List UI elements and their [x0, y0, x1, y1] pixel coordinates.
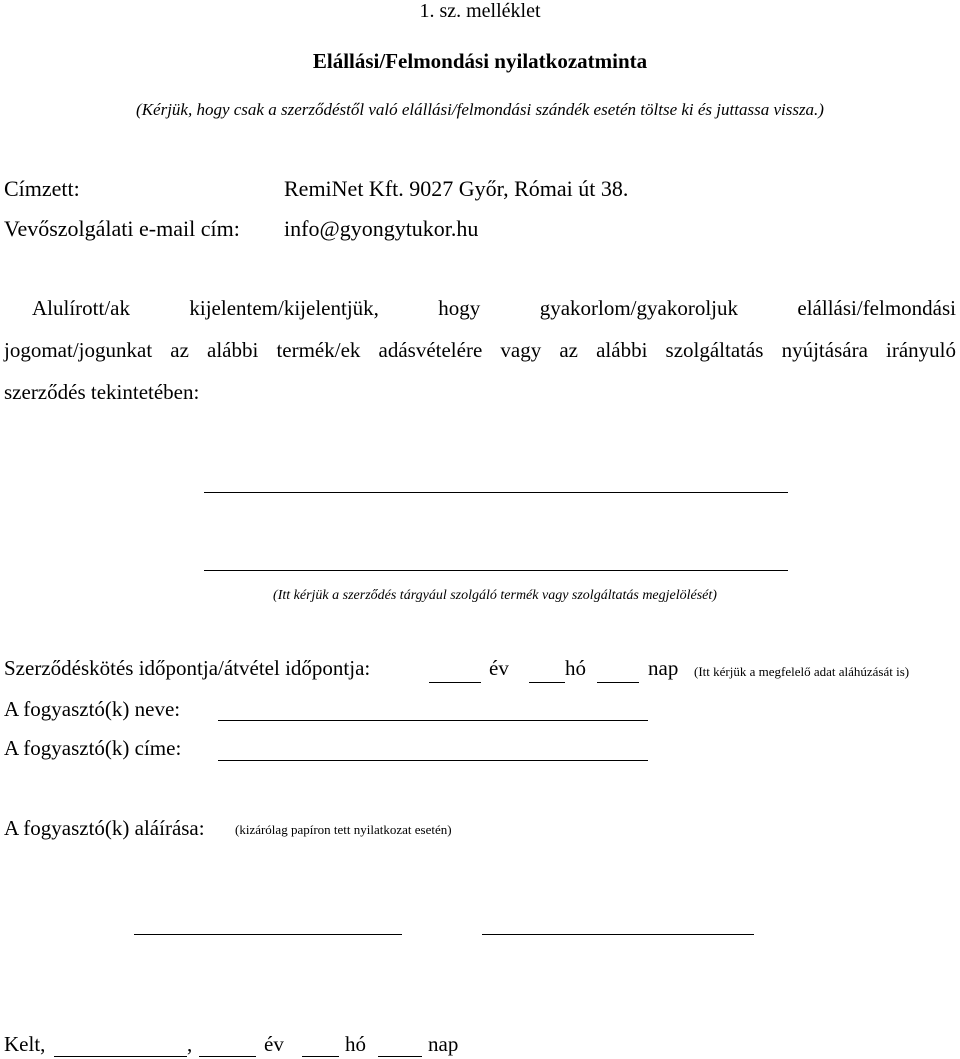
contract-year-field[interactable] [429, 682, 481, 683]
dated-month-field[interactable] [302, 1056, 339, 1057]
dated-month-label: hó [345, 1032, 366, 1056]
contract-month-label: hó [565, 656, 586, 680]
dated-place-field[interactable] [54, 1056, 187, 1057]
email-label: Vevőszolgálati e-mail cím: [4, 216, 240, 241]
product-line-1[interactable] [204, 492, 788, 493]
contract-date-hint: (Itt kérjük a megfelelő adat aláhúzását is) [694, 664, 910, 679]
email-value: info@gyongytukor.hu [284, 216, 479, 241]
declaration-line-2: jogomat/jogunkat az alábbi termék/ek adásvételére vagy az alábbi szolgáltatás nyújtására irányuló [4, 338, 956, 362]
product-line-2[interactable] [204, 570, 788, 571]
contract-year-label: év [489, 656, 509, 680]
consumer-address-field[interactable] [218, 760, 648, 761]
product-note: (Itt kérjük a szerződés tárgyául szolgáló termék vagy szolgáltatás megjelölését) [273, 588, 717, 603]
contract-month-field[interactable] [529, 682, 565, 683]
declaration-line-1: Alulírott/ak kijelentem/kijelentjük, hogy gyakorlom/gyakoroljuk elállási/felmondási [32, 296, 956, 320]
contract-date-label: Szerződéskötés időpontja/átvétel időpontja: [4, 656, 371, 680]
contract-day-field[interactable] [597, 682, 639, 683]
consumer-address-label: A fogyasztó(k) címe: [4, 736, 182, 760]
signature-label: A fogyasztó(k) aláírása: [4, 816, 205, 840]
recipient-value: RemiNet Kft. 9027 Győr, Római út 38. [284, 176, 629, 201]
dated-year-field[interactable] [199, 1056, 256, 1057]
annex-label: 1. sz. melléklet [419, 0, 541, 22]
document-title: Elállási/Felmondási nyilatkozatminta [312, 49, 648, 73]
consumer-name-label: A fogyasztó(k) neve: [4, 697, 181, 721]
consumer-name-field[interactable] [218, 720, 648, 721]
signature-hint: (kizárólag papíron tett nyilatkozat esetén) [235, 822, 452, 837]
signature-line-2[interactable] [482, 934, 754, 935]
contract-day-label: nap [648, 656, 679, 680]
instruction-note: (Kérjük, hogy csak a szerződéstől való elállási/felmondási szándék esetén töltse ki és juttassa vissza.) [136, 100, 824, 119]
declaration-line-3: szerződés tekintetében: [4, 380, 200, 404]
dated-year-label: év [264, 1032, 284, 1056]
signature-line-1[interactable] [134, 934, 402, 935]
dated-label: Kelt, [4, 1032, 46, 1056]
dated-day-label: nap [428, 1032, 459, 1056]
dated-comma: , [187, 1032, 193, 1056]
recipient-label: Címzett: [4, 176, 80, 201]
dated-day-field[interactable] [378, 1056, 422, 1057]
